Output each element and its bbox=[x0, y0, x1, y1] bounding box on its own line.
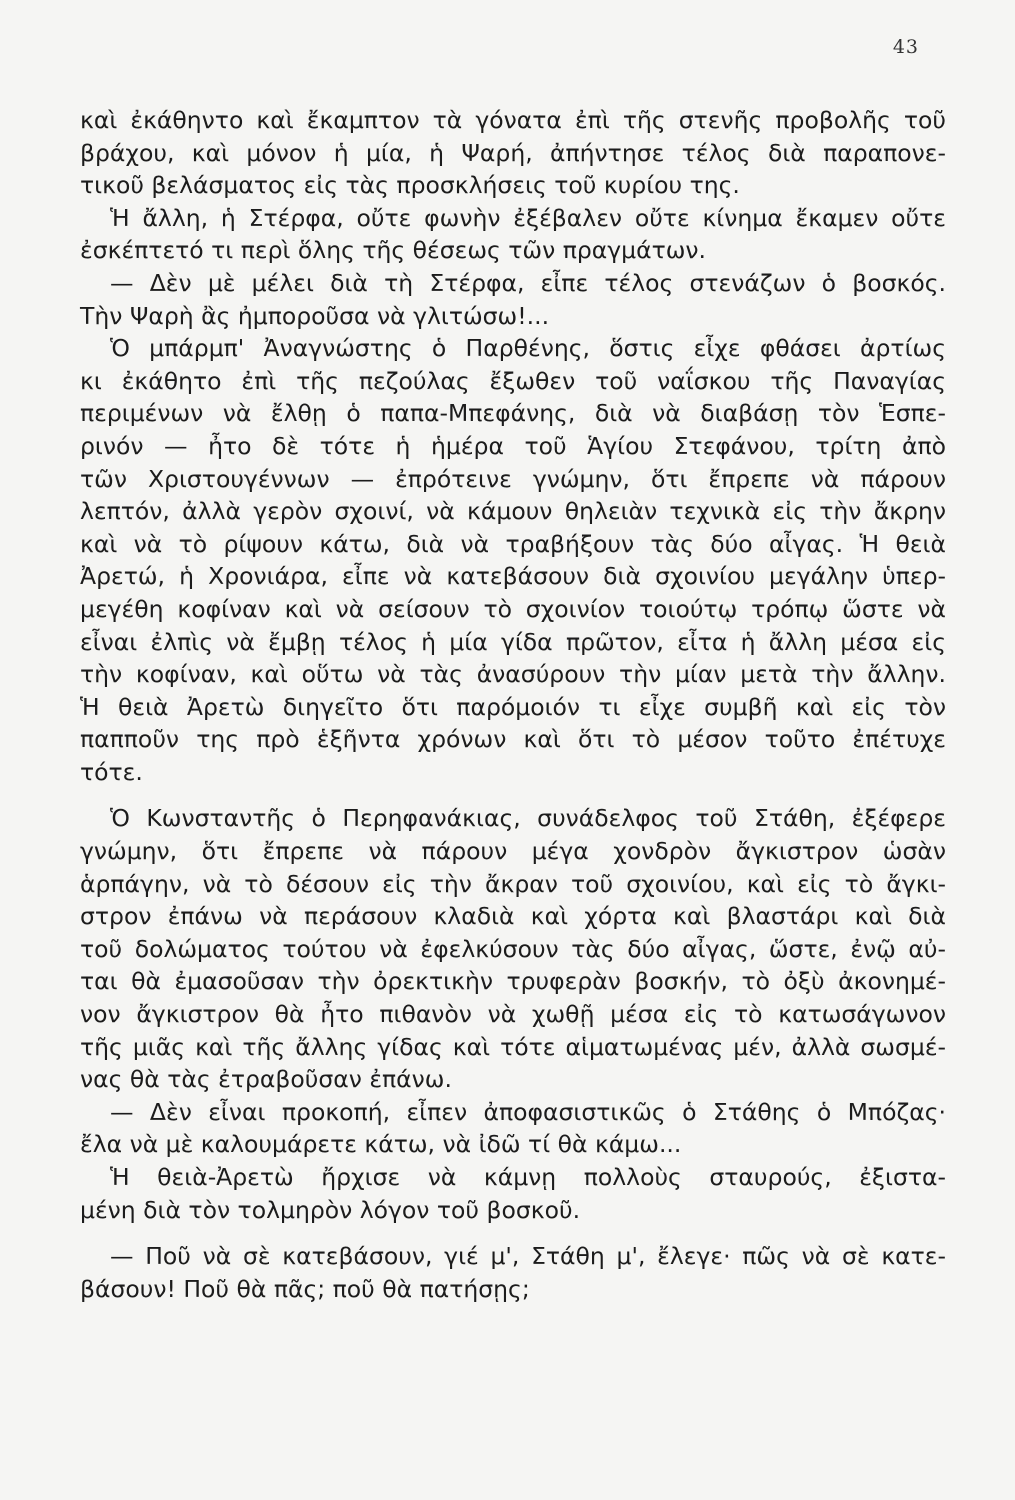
text-line: Ἡ ἄλλη, ἡ Στέρφα, οὔτε φωνὴν ἐξέβαλεν οὔτε κίνημα ἔκαμεν οὔτε bbox=[110, 203, 946, 232]
text-line: Ἡ θειὰ Ἀρετὼ διηγεῖτο ὅτι παρόμοιόν τι εἶχε συμβῆ καὶ εἰς τὸν bbox=[80, 692, 946, 721]
text-line: παπποῦν της πρὸ ἑξῆντα χρόνων καὶ ὅτι τὸ μέσον τοῦτο ἐπέτυχε bbox=[80, 725, 946, 754]
text-line: ἁρπάγην, νὰ τὸ δέσουν εἰς τὴν ἄκραν τοῦ σχοινίου, καὶ εἰς τὸ ἄγκι- bbox=[80, 869, 946, 898]
text-line: καὶ νὰ τὸ ρίψουν κάτω, διὰ νὰ τραβήξουν τὰς δύο αἶγας. Ἡ θειὰ bbox=[80, 529, 946, 558]
text-line: Ὁ μπάρμπ' Ἀναγνώστης ὁ Παρθένης, ὅστις εἶχε φθάσει ἀρτίως bbox=[110, 334, 946, 363]
text-line: ἐσκέπτετό τι περὶ ὅλης τῆς θέσεως τῶν πραγμάτων. bbox=[80, 236, 707, 265]
text-line: κι ἐκάθητο ἐπὶ τῆς πεζούλας ἔξωθεν τοῦ ναΐσκου τῆς Παναγίας bbox=[80, 366, 946, 395]
body-text bbox=[80, 104, 946, 1305]
text-line: μένη διὰ τὸν τολμηρὸν λόγον τοῦ βοσκοῦ. bbox=[80, 1195, 581, 1224]
page-number: 43 bbox=[892, 36, 919, 58]
text-line: λεπτόν, ἀλλὰ γερὸν σχοινί, νὰ κάμουν θηλειὰν τεχνικὰ εἰς τὴν ἄκρην bbox=[80, 497, 946, 526]
text-line: νας θὰ τὰς ἐτραβοῦσαν ἐπάνω. bbox=[80, 1065, 452, 1094]
text-line: νον ἄγκιστρον θὰ ἦτο πιθανὸν νὰ χωθῇ μέσα εἰς τὸ κατωσάγωνον bbox=[80, 1000, 946, 1029]
text-line: βάσουν! Ποῦ θὰ πᾶς; ποῦ θὰ πατήσῃς; bbox=[80, 1274, 530, 1303]
text-line: τικοῦ βελάσματος εἰς τὰς προσκλήσεις τοῦ κυρίου της. bbox=[80, 171, 740, 200]
text-line: — Δὲν μὲ μέλει διὰ τὴ Στέρφα, εἶπε τέλος στενάζων ὁ βοσκός. bbox=[110, 268, 946, 297]
text-line: στρον ἐπάνω νὰ περάσουν κλαδιὰ καὶ χόρτα καὶ βλαστάρι καὶ διὰ bbox=[80, 902, 946, 931]
text-line: τότε. bbox=[80, 757, 143, 786]
text-line: Ἡ θειὰ-Ἀρετὼ ἤρχισε νὰ κάμνῃ πολλοὺς σταυρούς, ἐξιστα- bbox=[110, 1163, 946, 1191]
text-line: Τὴν Ψαρὴ ἂς ἠμποροῦσα νὰ γλιτώσω!... bbox=[80, 301, 550, 330]
text-line: εἶναι ἐλπὶς νὰ ἔμβῃ τέλος ἡ μία γίδα πρῶτον, εἶτα ἡ ἄλλη μέσα εἰς bbox=[80, 627, 946, 656]
text-line: — Δὲν εἶναι προκοπή, εἶπεν ἀποφασιστικῶς ὁ Στάθης ὁ Μπόζας· bbox=[110, 1097, 946, 1126]
text-line: περιμένων νὰ ἔλθῃ ὁ παπα-Μπεφάνης, διὰ νὰ διαβάσῃ τὸν Ἑσπε- bbox=[80, 399, 946, 428]
text-line: τὴν κοφίναν, καὶ οὕτω νὰ τὰς ἀνασύρουν τὴν μίαν μετὰ τὴν ἄλλην. bbox=[80, 660, 946, 689]
paragraph-gap bbox=[80, 788, 946, 802]
text-line: Ὁ Κωνσταντῆς ὁ Περηφανάκιας, συνάδελφος τοῦ Στάθη, ἐξέφερε bbox=[110, 804, 946, 833]
text-line: ἔλα νὰ μὲ καλουμάρετε κάτω, νὰ ἰδῶ τί θὰ κάμω... bbox=[80, 1130, 682, 1159]
text-line: γνώμην, ὅτι ἔπρεπε νὰ πάρουν μέγα χονδρὸν ἄγκιστρον ὡσὰν bbox=[80, 837, 946, 866]
text-line: μεγέθη κοφίναν καὶ νὰ σείσουν τὸ σχοινίον τοιούτῳ τρόπῳ ὥστε νὰ bbox=[80, 594, 946, 623]
text-line: ται θὰ ἐμασοῦσαν τὴν ὀρεκτικὴν τρυφερὰν βοσκήν, τὸ ὀξὺ ἀκονημέ- bbox=[80, 967, 946, 996]
text-line: τῆς μιᾶς καὶ τῆς ἄλλης γίδας καὶ τότε αἱματωμένας μέν, ἀλλὰ σωσμέ- bbox=[80, 1032, 946, 1061]
text-line: βράχου, καὶ μόνον ἡ μία, ἡ Ψαρή, ἀπήντησε τέλος διὰ παραπονε- bbox=[80, 138, 946, 167]
text-line: τοῦ δολώματος τούτου νὰ ἐφελκύσουν τὰς δύο αἶγας, ὥστε, ἐνῷ αὐ- bbox=[80, 934, 946, 963]
text-line: Ἀρετώ, ἡ Χρονιάρα, εἶπε νὰ κατεβάσουν διὰ σχοινίου μεγάλην ὑπερ- bbox=[80, 562, 946, 591]
text-line: — Ποῦ νὰ σὲ κατεβάσουν, γιέ μ', Στάθη μ', ἔλεγε· πῶς νὰ σὲ κατε- bbox=[110, 1242, 946, 1271]
paragraph-gap bbox=[80, 1226, 946, 1240]
text-line: ρινόν — ἦτο δὲ τότε ἡ ἡμέρα τοῦ Ἁγίου Στεφάνου, τρίτη ἀπὸ bbox=[80, 431, 946, 460]
text-line: τῶν Χριστουγέννων — ἐπρότεινε γνώμην, ὅτι ἔπρεπε νὰ πάρουν bbox=[80, 464, 946, 493]
text-line: καὶ ἐκάθηντο καὶ ἔκαμπτον τὰ γόνατα ἐπὶ τῆς στενῆς προβολῆς τοῦ bbox=[80, 106, 946, 134]
